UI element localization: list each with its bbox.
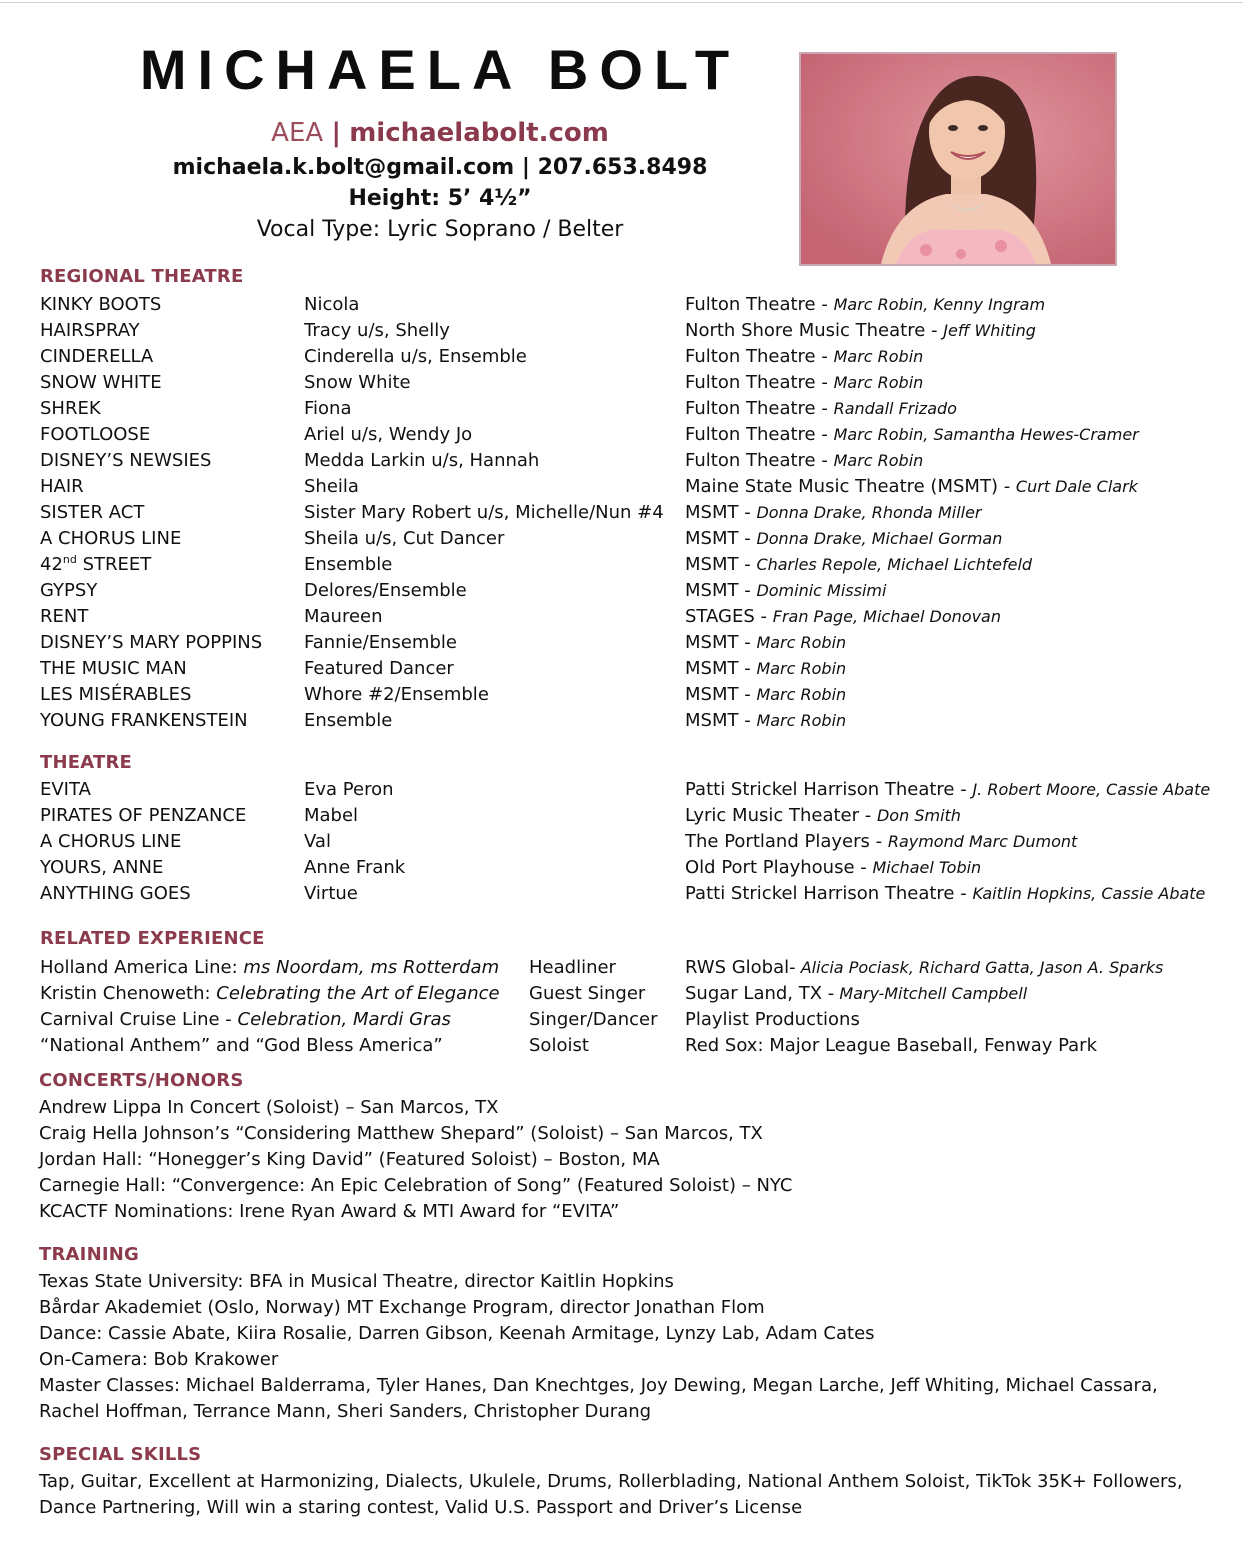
role: Eva Peron — [304, 779, 394, 800]
credit-row — [0, 500, 1243, 526]
director: Marc Robin — [833, 451, 924, 470]
venue-director: STAGES - Fran Page, Michael Donovan — [685, 606, 1001, 627]
director: Dominic Missimi — [756, 581, 887, 600]
training-item: On-Camera: Bob Krakower — [39, 1349, 279, 1370]
venue: Patti Strickel Harrison Theatre — [685, 883, 955, 904]
venue-director: MSMT - Donna Drake, Michael Gorman — [685, 528, 1003, 549]
vocal-type: Vocal Type: Lyric Soprano / Belter — [256, 217, 624, 242]
director: Don Smith — [876, 806, 961, 825]
headshot-photo — [799, 52, 1117, 266]
show-title: SISTER ACT — [40, 502, 145, 523]
show-title: YOURS, ANNE — [40, 857, 164, 878]
union-affiliation: AEA — [271, 118, 324, 148]
director: Marc Robin — [833, 347, 924, 366]
skills-line: Tap, Guitar, Excellent at Harmonizing, Dialects, Ukulele, Drums, Rollerblading, National Anthem Soloist, TikTok 35K+ Followers, — [39, 1471, 1183, 1492]
venue-director: MSMT - Charles Repole, Michael Lichtefeld — [685, 554, 1033, 575]
venue: Maine State Music Theatre (MSMT) — [685, 476, 998, 497]
show-title: 42nd STREET — [40, 553, 152, 575]
venue-director: Maine State Music Theatre (MSMT) - Curt Dale Clark — [685, 476, 1138, 497]
director: Marc Robin — [756, 659, 847, 678]
venue-director: MSMT - Marc Robin — [685, 658, 847, 679]
show-title: SHREK — [40, 398, 101, 419]
experience-row — [0, 981, 1243, 1007]
headshot-illustration — [801, 54, 1115, 264]
venue: Old Port Playhouse — [685, 857, 855, 878]
show-title: LES MISÉRABLES — [40, 684, 192, 705]
role: Cinderella u/s, Ensemble — [304, 346, 527, 367]
venue-director: Old Port Playhouse - Michael Tobin — [685, 857, 982, 878]
venue-director: Fulton Theatre - Marc Robin — [685, 346, 924, 367]
show-title: PIRATES OF PENZANCE — [40, 805, 247, 826]
resume-header — [110, 38, 770, 245]
venue-director: Fulton Theatre - Randall Frizado — [685, 398, 957, 419]
venue: MSMT — [685, 684, 739, 705]
director: Marc Robin — [833, 373, 924, 392]
top-border — [0, 2, 1243, 3]
role: Delores/Ensemble — [304, 580, 467, 601]
role: Anne Frank — [304, 857, 406, 878]
venue-director: MSMT - Donna Drake, Rhonda Miller — [685, 502, 982, 523]
separator: | — [331, 118, 341, 148]
credit-row — [0, 318, 1243, 344]
credit-row — [0, 604, 1243, 630]
show-title: HAIR — [40, 476, 84, 497]
venue: MSMT — [685, 710, 739, 731]
director: J. Robert Moore, Cassie Abate — [972, 780, 1211, 799]
role: Snow White — [304, 372, 411, 393]
venue-director: MSMT - Marc Robin — [685, 684, 847, 705]
venue-director: Patti Strickel Harrison Theatre - Kaitlin Hopkins, Cassie Abate — [685, 883, 1206, 904]
venue: Fulton Theatre — [685, 294, 816, 315]
credit-row — [0, 526, 1243, 552]
venue: Lyric Music Theater — [685, 805, 860, 826]
credit-row — [0, 370, 1243, 396]
related-experience-heading: RELATED EXPERIENCE — [40, 928, 265, 949]
performer-name: MICHAELA BOLT — [139, 38, 741, 101]
credit-row — [0, 344, 1243, 370]
venue: Fulton Theatre — [685, 450, 816, 471]
role: Guest Singer — [529, 983, 646, 1004]
role: Sheila u/s, Cut Dancer — [304, 528, 505, 549]
director: Donna Drake, Michael Gorman — [756, 529, 1003, 548]
show-title: RENT — [40, 606, 89, 627]
credit-row — [0, 396, 1243, 422]
credit-row — [0, 292, 1243, 318]
show-title: THE MUSIC MAN — [40, 658, 187, 679]
director: Fran Page, Michael Donovan — [772, 607, 1001, 626]
director: Marc Robin — [756, 685, 847, 704]
website-link[interactable]: michaelabolt.com — [349, 118, 609, 148]
venue: Fulton Theatre — [685, 346, 816, 367]
role: Soloist — [529, 1035, 589, 1056]
role: Singer/Dancer — [529, 1009, 658, 1030]
venue: North Shore Music Theatre — [685, 320, 926, 341]
show-title: GYPSY — [40, 580, 98, 601]
venue: Patti Strickel Harrison Theatre — [685, 779, 955, 800]
venue-director: North Shore Music Theatre - Jeff Whiting — [685, 320, 1036, 341]
event: Kristin Chenoweth: Celebrating the Art of Elegance — [40, 983, 500, 1004]
credit-row — [0, 578, 1243, 604]
training-item: Bårdar Akademiet (Oslo, Norway) MT Exchange Program, director Jonathan Flom — [39, 1297, 765, 1318]
credit-row — [0, 552, 1243, 578]
venue-director — [685, 955, 1163, 981]
role: Fannie/Ensemble — [304, 632, 457, 653]
credit-row — [0, 803, 1243, 829]
venue-director — [685, 1033, 1097, 1059]
credit-row — [0, 682, 1243, 708]
credit-row — [0, 881, 1243, 907]
venue-director: Fulton Theatre - Marc Robin — [685, 372, 924, 393]
role: Nicola — [304, 294, 360, 315]
director: Alicia Pociask, Richard Gatta, Jason A. Sparks — [795, 958, 1164, 977]
height-info: Height: 5’ 4½” — [348, 186, 532, 211]
director: Marc Robin, Samantha Hewes-Cramer — [833, 425, 1139, 444]
venue: Fulton Theatre — [685, 398, 816, 419]
venue-director: MSMT - Marc Robin — [685, 710, 847, 731]
experience-row — [0, 955, 1243, 981]
director: Raymond Marc Dumont — [887, 832, 1078, 851]
director: Donna Drake, Rhonda Miller — [756, 503, 982, 522]
venue: STAGES — [685, 606, 755, 627]
show-title: ANYTHING GOES — [40, 883, 191, 904]
venue: MSMT — [685, 658, 739, 679]
director: Michael Tobin — [872, 858, 982, 877]
role: Featured Dancer — [304, 658, 454, 679]
role: Headliner — [529, 957, 616, 978]
union-website-line — [110, 114, 770, 152]
concert-item: Andrew Lippa In Concert (Soloist) – San Marcos, TX — [39, 1097, 499, 1118]
training-item: Texas State University: BFA in Musical Theatre, director Kaitlin Hopkins — [39, 1271, 674, 1292]
venue: Red Sox: Major League Baseball, Fenway Park — [685, 1035, 1097, 1056]
venue-director: Fulton Theatre - Marc Robin — [685, 450, 924, 471]
credit-row — [0, 448, 1243, 474]
role: Medda Larkin u/s, Hannah — [304, 450, 540, 471]
show-title: SNOW WHITE — [40, 372, 162, 393]
venue: MSMT — [685, 580, 739, 601]
credit-row — [0, 656, 1243, 682]
role: Mabel — [304, 805, 359, 826]
venue: Playlist Productions — [685, 1009, 860, 1030]
contact-info[interactable]: michaela.k.bolt@gmail.com | 207.653.8498 — [172, 155, 708, 180]
venue-director: The Portland Players - Raymond Marc Dumont — [685, 831, 1078, 852]
training-item: Master Classes: Michael Balderrama, Tyler Hanes, Dan Knechtges, Joy Dewing, Megan Larche, Jeff Whiting, Michael Cassara, — [39, 1375, 1158, 1396]
director: Jeff Whiting — [943, 321, 1036, 340]
event: Holland America Line: ms Noordam, ms Rotterdam — [40, 957, 500, 978]
role: Fiona — [304, 398, 352, 419]
venue-director: Patti Strickel Harrison Theatre - J. Robert Moore, Cassie Abate — [685, 779, 1211, 800]
venue: MSMT — [685, 632, 739, 653]
training-heading: TRAINING — [39, 1244, 139, 1265]
event: “National Anthem” and “God Bless America” — [40, 1035, 443, 1056]
role: Virtue — [304, 883, 358, 904]
concerts-honors-heading: CONCERTS/HONORS — [39, 1070, 244, 1091]
show-title: A CHORUS LINE — [40, 528, 182, 549]
venue: The Portland Players — [685, 831, 870, 852]
show-title: EVITA — [40, 779, 91, 800]
credit-row — [0, 777, 1243, 803]
venue: Fulton Theatre — [685, 372, 816, 393]
role: Ensemble — [304, 710, 393, 731]
venue: MSMT — [685, 554, 739, 575]
venue-director: Fulton Theatre - Marc Robin, Kenny Ingram — [685, 294, 1046, 315]
credit-row — [0, 829, 1243, 855]
show-title: YOUNG FRANKENSTEIN — [40, 710, 248, 731]
experience-row — [0, 1033, 1243, 1059]
show-title: DISNEY’S NEWSIES — [40, 450, 212, 471]
training-item: Dance: Cassie Abate, Kiira Rosalie, Darren Gibson, Keenah Armitage, Lynzy Lab, Adam Cates — [39, 1323, 875, 1344]
director: Marc Robin — [756, 711, 847, 730]
venue-director: MSMT - Dominic Missimi — [685, 580, 887, 601]
venue-director: Lyric Music Theater - Don Smith — [685, 805, 961, 826]
credit-row — [0, 708, 1243, 734]
show-title: HAIRSPRAY — [40, 320, 140, 341]
credit-row — [0, 630, 1243, 656]
credit-row — [0, 474, 1243, 500]
special-skills-heading: SPECIAL SKILLS — [39, 1444, 202, 1465]
concert-item: Craig Hella Johnson’s “Considering Matthew Shepard” (Soloist) – San Marcos, TX — [39, 1123, 763, 1144]
role: Val — [304, 831, 331, 852]
venue-director — [685, 1007, 860, 1033]
regional-theatre-heading: REGIONAL THEATRE — [40, 266, 244, 287]
venue: Fulton Theatre — [685, 424, 816, 445]
show-title: CINDERELLA — [40, 346, 154, 367]
director: Kaitlin Hopkins, Cassie Abate — [972, 884, 1206, 903]
venue: RWS Global- — [685, 957, 796, 978]
role: Tracy u/s, Shelly — [304, 320, 450, 341]
experience-row — [0, 1007, 1243, 1033]
director: Randall Frizado — [833, 399, 957, 418]
credit-row — [0, 422, 1243, 448]
director: Marc Robin, Kenny Ingram — [833, 295, 1046, 314]
role: Whore #2/Ensemble — [304, 684, 489, 705]
role: Ensemble — [304, 554, 393, 575]
venue: Sugar Land, TX - — [685, 983, 835, 1004]
venue: MSMT — [685, 502, 739, 523]
training-item: Rachel Hoffman, Terrance Mann, Sheri Sanders, Christopher Durang — [39, 1401, 652, 1422]
concert-item: KCACTF Nominations: Irene Ryan Award & MTI Award for “EVITA” — [39, 1201, 620, 1222]
role: Ariel u/s, Wendy Jo — [304, 424, 473, 445]
venue-director: Fulton Theatre - Marc Robin, Samantha Hewes-Cramer — [685, 424, 1139, 445]
director: Mary-Mitchell Campbell — [834, 984, 1028, 1003]
concert-item: Carnegie Hall: “Convergence: An Epic Celebration of Song” (Featured Soloist) – NYC — [39, 1175, 793, 1196]
role: Maureen — [304, 606, 383, 627]
show-title: FOOTLOOSE — [40, 424, 151, 445]
role: Sheila — [304, 476, 359, 497]
credit-row — [0, 855, 1243, 881]
venue: MSMT — [685, 528, 739, 549]
show-title: KINKY BOOTS — [40, 294, 162, 315]
venue-director — [685, 981, 1027, 1007]
director: Curt Dale Clark — [1015, 477, 1138, 496]
concert-item: Jordan Hall: “Honegger’s King David” (Featured Soloist) – Boston, MA — [39, 1149, 660, 1170]
director: Marc Robin — [756, 633, 847, 652]
venue-director: MSMT - Marc Robin — [685, 632, 847, 653]
theatre-heading: THEATRE — [40, 752, 133, 773]
role: Sister Mary Robert u/s, Michelle/Nun #4 — [304, 502, 664, 523]
show-title: A CHORUS LINE — [40, 831, 182, 852]
show-title: DISNEY’S MARY POPPINS — [40, 632, 263, 653]
skills-line: Dance Partnering, Will win a staring contest, Valid U.S. Passport and Driver’s License — [39, 1497, 803, 1518]
event: Carnival Cruise Line - Celebration, Mardi Gras — [40, 1009, 451, 1030]
director: Charles Repole, Michael Lichtefeld — [756, 555, 1033, 574]
